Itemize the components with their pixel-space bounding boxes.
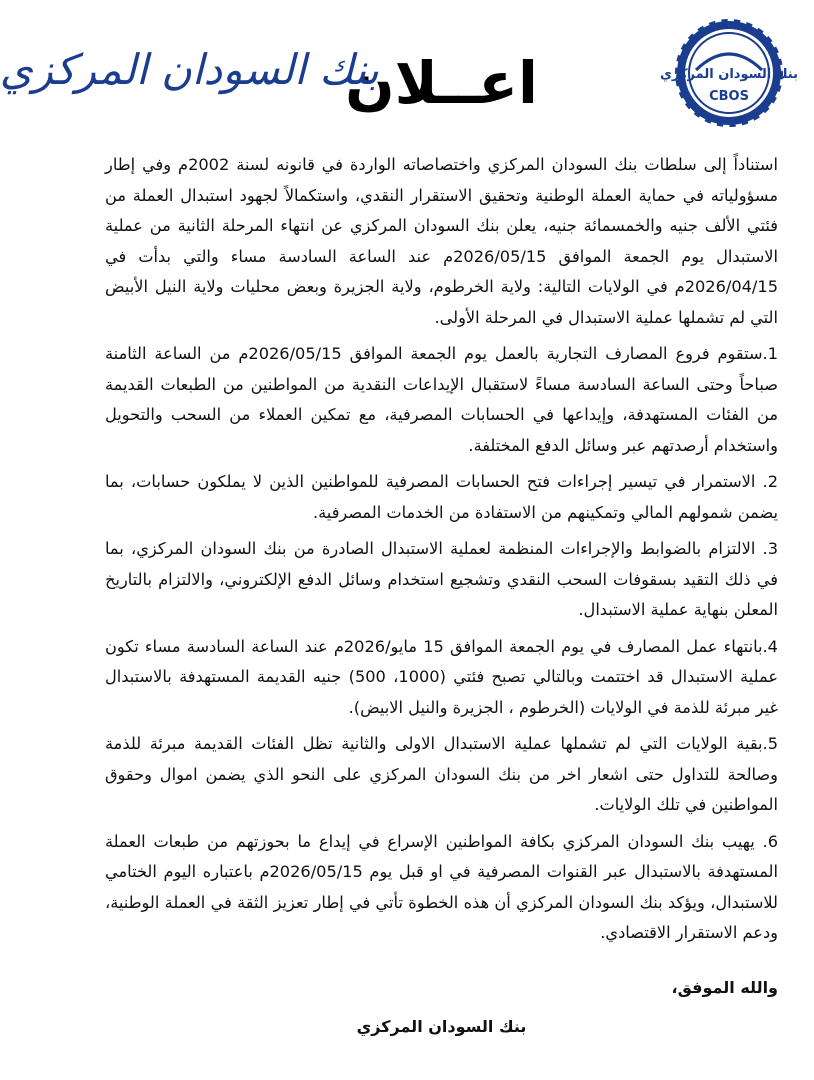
list-item: 3. الالتزام بالضوابط والإجراءات المنظمة لعملية الاستبدال الصادرة من بنك السودان المركزي، بما في ذلك التقيد بسقوفات السحب النقدي وتشجيع استخدام وسائل الدفع الإلكتروني، والالتزام بالتاريخ المعلن بنهاية عملية الاستبدال. bbox=[105, 539, 778, 619]
signature-line: بنك السودان المركزي bbox=[356, 1017, 527, 1036]
list-item: 5.بقية الولايات التي لم تشملها عملية الاستبدال الاولى والثانية تظل الفئات القديمة مبرئة للذمة وصالحة للتداول حتى اشعار اخر من بنك السودان المركزي على النحو الذي يضمن اموال وحقوق المواطنين في تلك الولايات. bbox=[105, 734, 778, 814]
bank-name-calligraphy: بنك السودان المركزي bbox=[0, 45, 379, 94]
closing-line: والله الموفق، bbox=[671, 978, 778, 997]
list-item: 2. الاستمرار في تيسير إجراءات فتح الحسابات المصرفية للمواطنين الذين لا يملكون حسابات، بما يضمن شمولهم المالي وتمكينهم من الاستفادة من الخدمات المصرفية. bbox=[105, 472, 778, 522]
list-item: 1.ستقوم فروع المصارف التجارية بالعمل يوم الجمعة الموافق 2026/05/15م من الساعة الثامنة صباحاً وحتى الساعة السادسة مساءً لاستقبال الإيداعات النقدية من المواطنين من الطبعات القديمة من الفئات المستهدفة، وإيداعها في الحسابات المصرفية، مع تمكين العملاء من السحب والتحويل واستخدام أرصدتهم عبر وسائل الدفع المختلفة. bbox=[105, 344, 779, 455]
list-item: 6. يهيب بنك السودان المركزي بكافة المواطنين الإسراع في إيداع ما بحوزتهم من طبعات العملة المستهدفة بالاستبدال عبر القنوات المصرفية في او قبل يوم 2026/05/15م باعتباره اليوم الختامي للاستبدال، ويؤكد بنك السودان المركزي أن هذه الخطوة تأتي في إطار تعزيز الثقة في العملة الوطنية، ودعم الاستقرار الاقتصادي. bbox=[105, 831, 778, 942]
logo-arabic-text: بنك السودان المركزي bbox=[660, 67, 798, 82]
list-item: 4.بانتهاء عمل المصارف في يوم الجمعة الموافق 15 مايو/2026م عند الساعة السادسة مساء تكون عملية الاستبدال قد اختتمت وبالتالي تصبح فئتي (1000، 500) جنيه القديمة المستهدفة بالاستبدال غير مبرئة للذمة في الولايات (الخرطوم ، الجزيرة والنيل الابيض). bbox=[105, 636, 778, 717]
logo-abbr-text: CBOS bbox=[709, 89, 749, 104]
announcement-header bbox=[0, 0, 814, 140]
announcement-body bbox=[105, 150, 778, 955]
intro-paragraph: استناداً إلى سلطات بنك السودان المركزي واختصاصاته الواردة في قانونه لسنة 2002م وفي إطار مسؤولياته في حماية العملة الوطنية وتحقيق الاستقرار النقدي، واستكمالاً لجهود استبدال العملة من فئتي الألف جنيه والخمسمائة جنيه، يعلن بنك السودان المركزي عن انتهاء المرحلة الثانية من عملية الاستبدال يوم الجمعة الموافق 2026/05/15م عند الساعة السادسة مساء والتي بدأت في 2026/04/15م في الولايات التالية: ولاية الخرطوم، ولاية الجزيرة وبعض محليات ولاية النيل الأبيض التي لم تشملها عملية الاستبدال في المرحلة الأولى. bbox=[105, 155, 778, 327]
announcement-title: اعــلان bbox=[345, 49, 538, 117]
